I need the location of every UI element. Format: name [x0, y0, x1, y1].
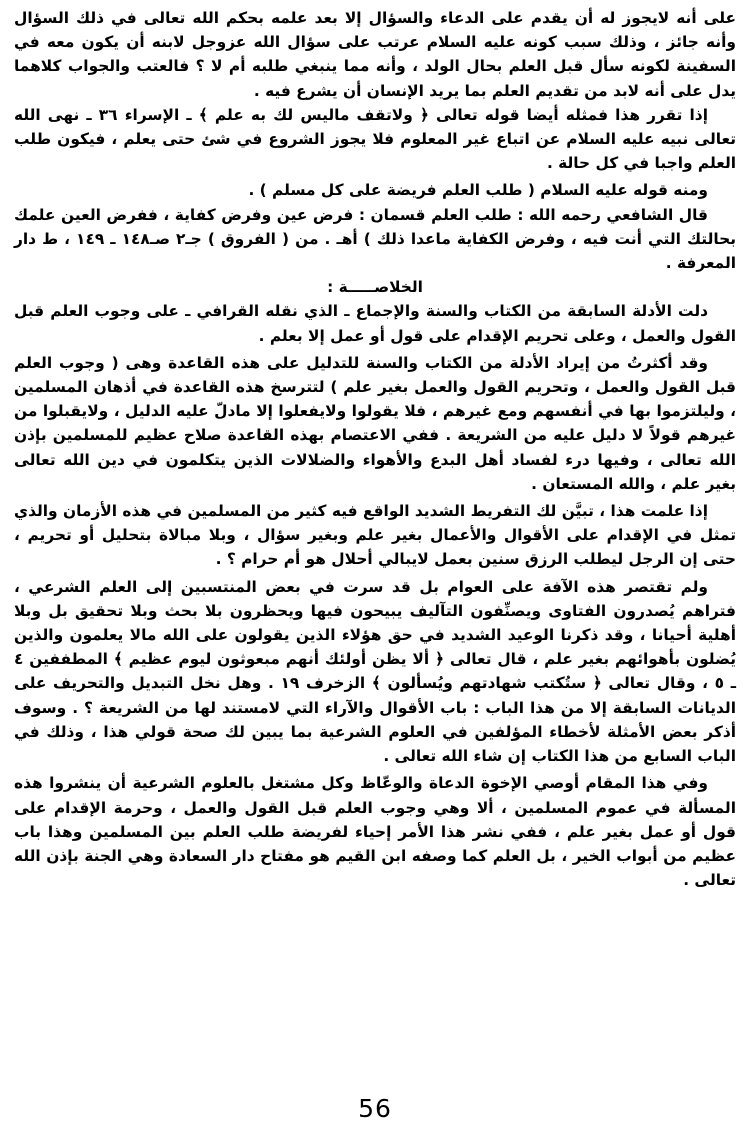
paragraph-6: وقد أكثرتُ من إيراد الأدلة من الكتاب والسنة للتدليل على هذه القاعدة وهى ( وجوب العلم قبل القول والعمل ، وتحريم القول والعمل بغير علم ) لتترسخ هذه القاعدة في أذهان المسلمين ، وليلتزموا بها في أنفسهم ومع غيرهم ، فلا يقولوا ولايفعلوا إلا مادلّ عليه الدليل ، ولايقبلوا من غيرهم قولاً لا دليل عليه من الشريعة . ففي الاعتصام بهذه القاعدة صلاح عظيم للمسلمين بإذن الله تعالى ، وفيها درء لفساد أهل البدع والأهواء والضلالات الذين يتكلمون في دين الله تعالى بغير علم ، والله المستعان .	[14, 353, 736, 493]
paragraph-9: وفي هذا المقام أوصي الإخوة الدعاة والوعّاظ وكل مشتغل بالعلوم الشرعية أن ينشروا هذه المسألة في عموم المسلمين ، ألا وهي وجوب العلم قبل القول والعمل ، وحرمة الإقدام على قول أو عمل بغير علم ، ففي نشر هذا الأمر إحياء لفريضة طلب العلم بين المسلمين وهذا باب عظيم من أبواب الخير ، بل العلم كما وصفه ابن القيم هو مفتاح دار السعادة وهي الجنة بإذن الله تعالى .	[14, 774, 736, 890]
paragraph-3: ومنه قوله عليه السلام ( طلب العلم فريضة على كل مسلم ) .	[248, 181, 708, 200]
section-heading-summary: الخلاصـــــة :	[327, 278, 423, 297]
paragraph-4: قال الشافعي رحمه الله : طلب العلم قسمان : فرض عين وفرض كفاية ، ففرض العين علمك بحالتك التي أنت فيه ، وفرض الكفاية ماعدا ذلك ) أهـ . من ( الفروق ) جـ٢ صـ١٤٨ ـ ١٤٩ ، ط دار المعرفة .	[14, 205, 736, 273]
paragraph-5: دلت الأدلة السابقة من الكتاب والسنة والإجماع ـ الذي نقله القرافي ـ على وجوب العلم قبل القول والعمل ، وعلى تحريم الإقدام على قول أو عمل إلا بعلم .	[14, 302, 736, 345]
page-body	[14, 6, 736, 892]
paragraph-2: إذا تقرر هذا فمثله أيضا قوله تعالى ﴿ ولاتقف ماليس لك به علم ﴾ ـ الإسراء ٣٦ ـ نهى الله تعالى نبيه عليه السلام عن اتباع غير المعلوم فلا يجوز الشروع في شئ حتى يعلم ، فيكون طلب العلم واجبا في كل حالة .	[14, 105, 736, 173]
paragraph-7: إذا علمت هذا ، تبيَّن لك التفريط الشديد الواقع فيه كثير من المسلمين في هذه الأزمان والذي تمثل في الإقدام على الأقوال والأعمال بغير علم وبغير سؤال ، وبلا مبالاة بتحليل أو تحريم ، حتى إن الرجل ليطلب الرزق سنين بعمل لايبالي أحلال هو أم حرام ؟ .	[14, 502, 736, 569]
paragraph-8: ولم تقتصر هذه الآفة على العوام بل قد سرت في بعض المنتسبين إلى العلم الشرعي ، فتراهم يُصدرون الفتاوى ويصنِّفون التآليف يبيحون فيها ويحظرون بلا بحث وبلا تحقيق بل وبلا أهلية أحيانا ، وقد ذكرنا الوعيد الشديد في حق هؤلاء الذين يقولون على الله مالا يعلمون والذين يُضلون بأهوائهم بغير علم ، قال تعالى ﴿ ألا يظن أولئك أنهم مبعوثون ليوم عظيم ﴾ المطففين ٤ ـ ٥ ، وقال تعالى ﴿ ستُكتب شهادتهم ويُسألون ﴾ الزخرف ١٩ . وهل نخل التبديل والتحريف على الديانات السابقة إلا من هذا الباب : باب الأقوال والآراء التي لامستند لها من الشريعة ؟ . وسوف أذكر بعض الأمثلة لأخطاء المؤلفين في العلوم الشرعية بما يبين لك صحة قولي هذا ، وذلك في الباب السابع من هذا الكتاب إن شاء الله تعالى .	[14, 577, 736, 766]
paragraph-1: على أنه لايجوز له أن يقدم على الدعاء والسؤال إلا بعد علمه بحكم الله تعالى في ذلك السؤال وأنه جائز ، وذلك سبب كونه عليه السلام عرتب على سؤال الله عزوجل لابنه أن يكون معه في السفينة لكونه سأل قبل العلم بحال الولد ، وأنه مما ينبغي طلبه أم لا ؟ فالعتب والجواب كلاهما يدل على أنه لابد من تقديم العلم بما يريد الإنسان أن يشرع فيه .	[14, 9, 736, 100]
page-number: 56	[358, 1094, 392, 1123]
